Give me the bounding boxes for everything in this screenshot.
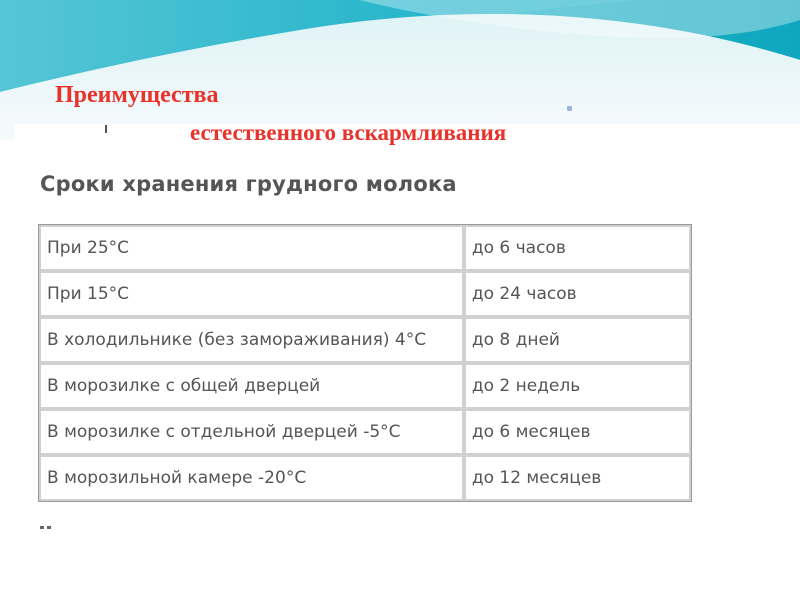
table-row bbox=[39, 271, 691, 317]
stray-mark bbox=[105, 125, 107, 133]
storage-term-cell: до 2 недель bbox=[464, 363, 691, 409]
table-row bbox=[39, 363, 691, 409]
stray-mark bbox=[40, 526, 44, 529]
table-row bbox=[39, 317, 691, 363]
stray-mark bbox=[47, 526, 51, 529]
table-heading: Сроки хранения грудного молока bbox=[40, 172, 457, 196]
storage-term-cell: до 12 месяцев bbox=[464, 455, 691, 501]
storage-condition-cell: В морозилке с общей дверцей bbox=[39, 363, 464, 409]
storage-condition-cell: При 15°С bbox=[39, 271, 464, 317]
storage-term-cell: до 6 часов bbox=[464, 225, 691, 271]
wave-banner bbox=[0, 0, 800, 140]
storage-condition-cell: В холодильнике (без замораживания) 4°С bbox=[39, 317, 464, 363]
table-row bbox=[39, 409, 691, 455]
storage-condition-cell: В морозилке с отдельной дверцей -5°С bbox=[39, 409, 464, 455]
storage-term-cell: до 24 часов bbox=[464, 271, 691, 317]
decorative-dot bbox=[567, 106, 572, 111]
storage-condition-cell: В морозильной камере -20°С bbox=[39, 455, 464, 501]
storage-term-cell: до 8 дней bbox=[464, 317, 691, 363]
slide-title-line-1: Преимущества bbox=[55, 82, 219, 108]
storage-table bbox=[38, 224, 692, 502]
storage-condition-cell: При 25°С bbox=[39, 225, 464, 271]
table-row bbox=[39, 225, 691, 271]
slide-title-line-2: естественного вскармливания bbox=[190, 120, 507, 145]
table-row bbox=[39, 455, 691, 501]
storage-term-cell: до 6 месяцев bbox=[464, 409, 691, 455]
